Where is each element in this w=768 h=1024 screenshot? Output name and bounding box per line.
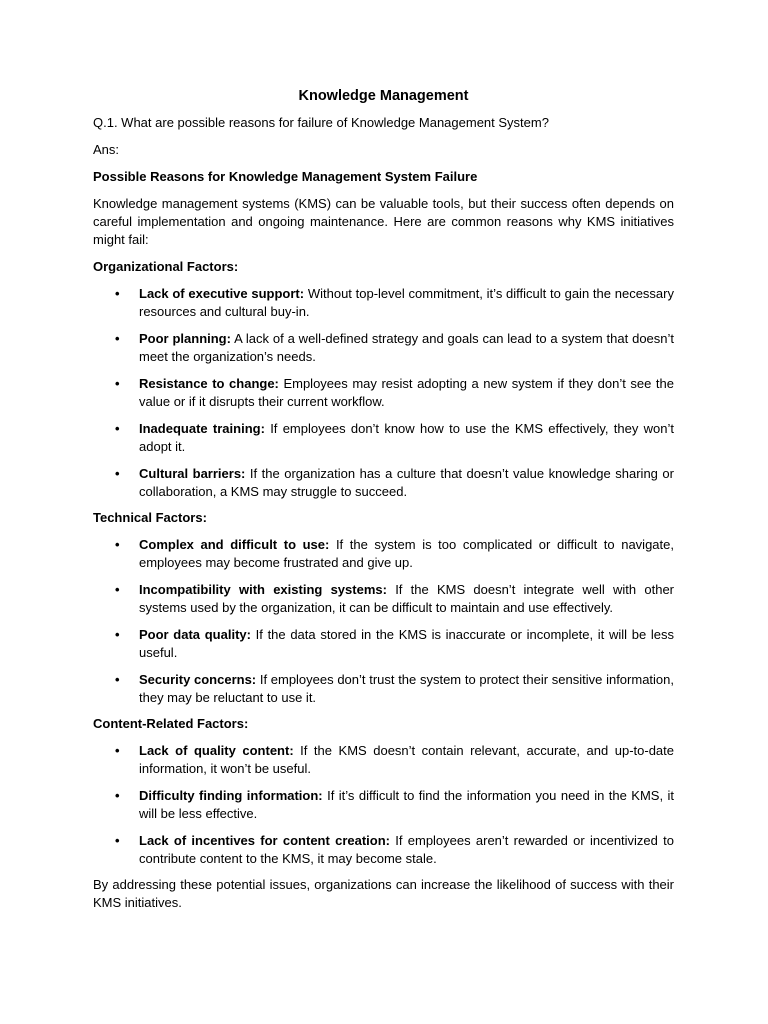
item-text: If the system is too complicated or difficult to navigate, employees may become frustrated and give up. <box>139 537 674 570</box>
item-text: If the data stored in the KMS is inaccurate or incomplete, it will be less useful. <box>139 627 674 660</box>
item-text: If the KMS doesn’t contain relevant, accurate, and up-to-date information, it won’t be useful. <box>139 743 674 776</box>
item-term: Complex and difficult to use: <box>139 537 330 552</box>
bullet-icon: • <box>115 421 120 436</box>
list-item <box>115 375 674 410</box>
technical-factors-list <box>93 536 674 706</box>
item-term: Difficulty finding information: <box>139 788 323 803</box>
item-text: If the organization has a culture that doesn’t value knowledge sharing or collaboration, a KMS may struggle to succeed. <box>139 466 674 499</box>
list-item <box>115 671 674 706</box>
list-item <box>115 330 675 365</box>
item-text: If employees don’t trust the system to protect their sensitive information, they may be reluctant to use it. <box>139 672 674 705</box>
section-heading-technical: Technical Factors: <box>93 510 207 525</box>
bullet-icon: • <box>115 537 120 552</box>
intro-paragraph: Knowledge management systems (KMS) can be valuable tools, but their success often depends on careful implementation and ongoing maintenance. Here are common reasons why KMS initiatives might fail: <box>93 196 674 247</box>
list-item <box>115 787 674 822</box>
bullet-icon: • <box>115 788 120 803</box>
bullet-icon: • <box>115 582 120 597</box>
item-text: Employees may resist adopting a new system if they don’t see the value or if it disrupts their current workflow. <box>139 376 674 409</box>
item-term: Lack of quality content: <box>139 743 294 758</box>
item-term: Inadequate training: <box>139 421 265 436</box>
list-item <box>115 465 674 500</box>
item-text: Without top-level commitment, it’s difficult to gain the necessary resources and cultural buy-in. <box>139 286 674 319</box>
bullet-icon: • <box>115 286 120 301</box>
item-term: Lack of incentives for content creation: <box>139 833 390 848</box>
question-text: Q.1. What are possible reasons for failure of Knowledge Management System? <box>93 115 549 130</box>
item-text: If the KMS doesn’t integrate well with other systems used by the organization, it can be difficult to maintain and use effectively. <box>139 582 675 615</box>
item-term: Resistance to change: <box>139 376 279 391</box>
item-text: If employees aren’t rewarded or incentivized to contribute content to the KMS, it may become stale. <box>139 833 675 866</box>
answer-subheading: Possible Reasons for Knowledge Management System Failure <box>93 169 478 184</box>
item-text: If it’s difficult to find the information you need in the KMS, it will be less effective. <box>139 788 674 821</box>
item-term: Lack of executive support: <box>139 286 305 301</box>
list-item <box>115 581 675 616</box>
section-heading-organizational: Organizational Factors: <box>93 259 239 274</box>
bullet-icon: • <box>115 627 120 642</box>
conclusion-paragraph: By addressing these potential issues, organizations can increase the likelihood of success with their KMS initiatives. <box>93 877 674 910</box>
bullet-icon: • <box>115 833 120 848</box>
bullet-icon: • <box>115 376 120 391</box>
item-term: Incompatibility with existing systems: <box>139 582 387 597</box>
content-factors-list <box>93 742 674 867</box>
item-term: Poor planning: <box>139 331 231 346</box>
list-item <box>115 626 674 661</box>
list-item <box>115 536 674 571</box>
document-title: Knowledge Management <box>298 88 469 104</box>
section-heading-content: Content-Related Factors: <box>93 716 249 731</box>
item-term: Poor data quality: <box>139 627 251 642</box>
bullet-icon: • <box>115 672 120 687</box>
organizational-factors-list <box>93 285 674 500</box>
item-text: A lack of a well-defined strategy and goals can lead to a system that doesn’t meet the organization’s needs. <box>139 331 675 364</box>
item-text: If employees don’t know how to use the KMS effectively, they won’t adopt it. <box>139 421 674 454</box>
bullet-icon: • <box>115 466 120 481</box>
answer-label: Ans: <box>93 142 120 157</box>
list-item <box>115 832 675 867</box>
bullet-icon: • <box>115 743 120 758</box>
list-item <box>115 285 674 320</box>
list-item <box>115 742 674 777</box>
item-term: Security concerns: <box>139 672 257 687</box>
list-item <box>115 420 674 455</box>
bullet-icon: • <box>115 331 120 346</box>
item-term: Cultural barriers: <box>139 466 246 481</box>
